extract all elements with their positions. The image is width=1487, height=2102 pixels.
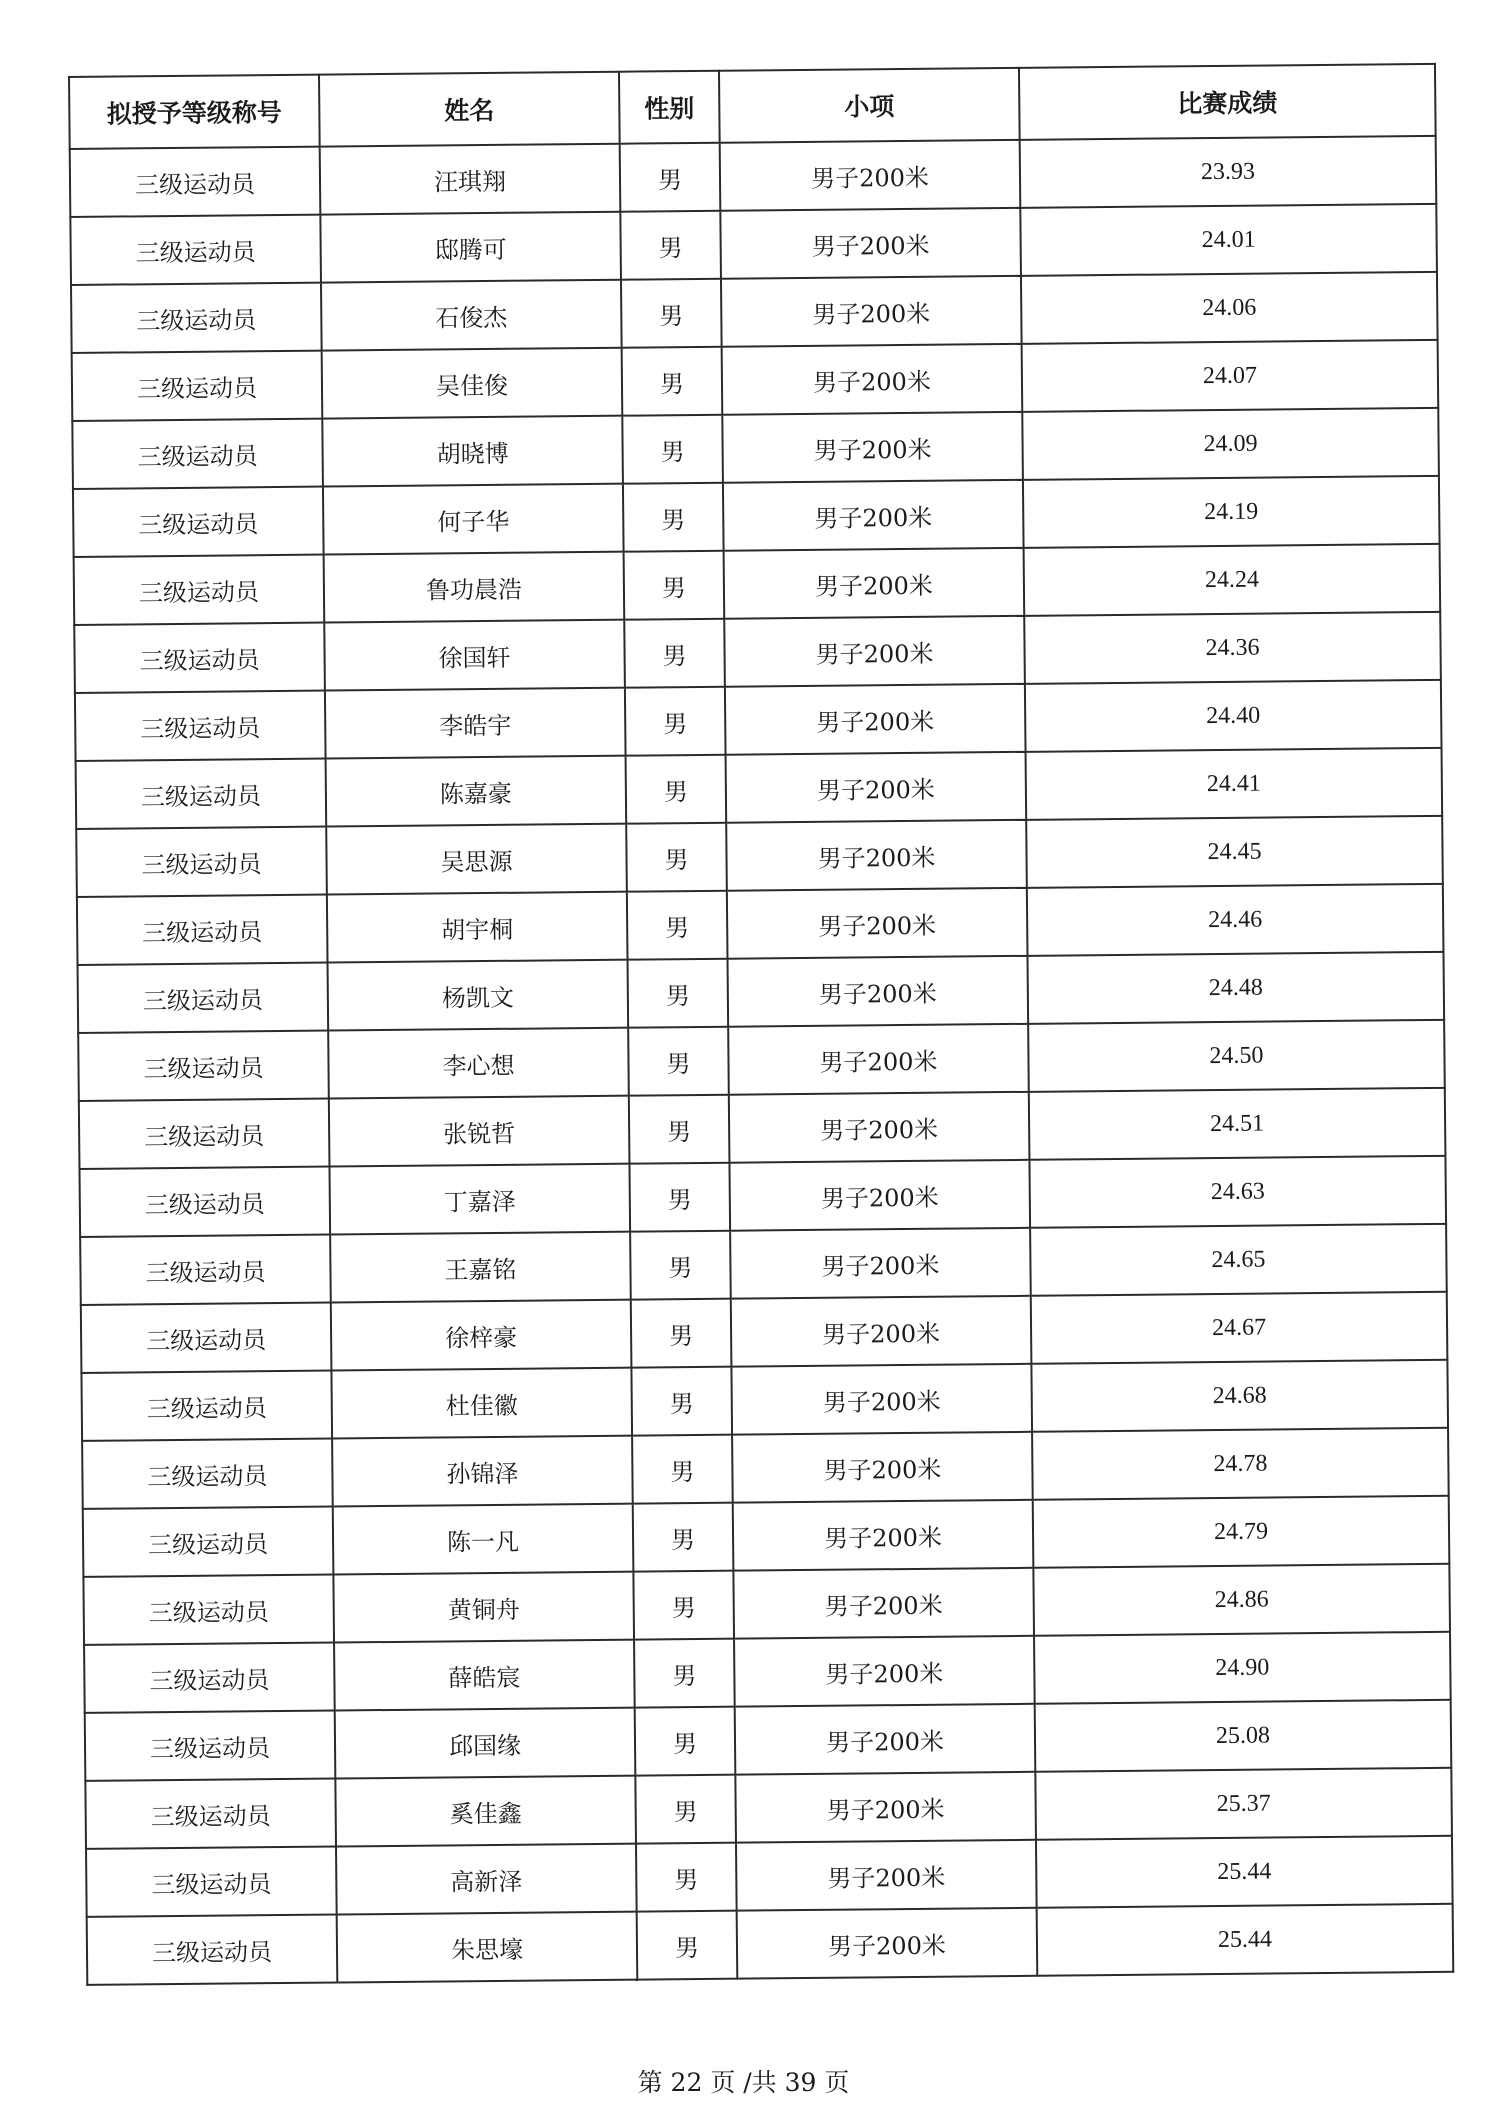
cell-event: 男子200米: [732, 1432, 1033, 1503]
cell-gender: 男: [631, 1299, 732, 1368]
cell-grade-title: 三级运动员: [84, 1643, 335, 1713]
table-row: [86, 1836, 1453, 1917]
cell-grade-title: 三级运动员: [85, 1711, 336, 1781]
cell-grade-title: 三级运动员: [70, 215, 321, 285]
cell-result: 24.90: [1034, 1632, 1451, 1704]
table-row: [85, 1700, 1452, 1781]
cell-result: 24.19: [1023, 476, 1440, 548]
cell-event: 男子200米: [731, 1296, 1032, 1367]
table-row: [79, 1088, 1446, 1169]
cell-event: 男子200米: [733, 1568, 1034, 1639]
cell-event: 男子200米: [724, 616, 1025, 687]
cell-event: 男子200米: [735, 1772, 1036, 1843]
cell-event: 男子200米: [734, 1636, 1035, 1707]
cell-result: 24.86: [1033, 1564, 1450, 1636]
cell-name: 吴思源: [326, 824, 627, 895]
header-event: 小项: [719, 68, 1020, 143]
cell-event: 男子200米: [724, 548, 1025, 619]
cell-gender: 男: [624, 619, 725, 688]
table-row: [83, 1496, 1450, 1577]
cell-grade-title: 三级运动员: [85, 1779, 336, 1849]
cell-grade-title: 三级运动员: [74, 555, 325, 625]
cell-result: 24.40: [1025, 680, 1442, 752]
cell-result: 24.41: [1026, 748, 1443, 820]
table-row: [70, 204, 1437, 285]
cell-gender: 男: [620, 143, 721, 212]
cell-grade-title: 三级运动员: [73, 487, 324, 557]
table-row: [81, 1292, 1448, 1373]
table-row: [79, 1156, 1446, 1237]
cell-gender: 男: [635, 1775, 736, 1844]
table-row: [74, 612, 1441, 693]
cell-result: 24.07: [1022, 340, 1439, 412]
cell-gender: 男: [627, 891, 728, 960]
cell-event: 男子200米: [726, 820, 1027, 891]
table-row: [83, 1564, 1450, 1645]
cell-name: 陈一凡: [333, 1504, 634, 1575]
cell-gender: 男: [629, 1095, 730, 1164]
cell-result: 24.51: [1029, 1088, 1446, 1160]
cell-result: 25.44: [1037, 1904, 1454, 1976]
cell-gender: 男: [621, 279, 722, 348]
cell-name: 孙锦泽: [332, 1436, 633, 1507]
cell-grade-title: 三级运动员: [72, 351, 323, 421]
cell-name: 胡晓博: [322, 416, 623, 487]
cell-event: 男子200米: [722, 344, 1023, 415]
table-row: [73, 476, 1440, 557]
page-number: 第 22 页 /共 39 页: [637, 2068, 850, 2097]
table-row: [76, 748, 1443, 829]
table-row: [78, 952, 1445, 1033]
cell-event: 男子200米: [726, 752, 1027, 823]
cell-result: 24.50: [1028, 1020, 1445, 1092]
cell-grade-title: 三级运动员: [74, 623, 325, 693]
cell-event: 男子200米: [728, 956, 1029, 1027]
cell-grade-title: 三级运动员: [86, 1847, 337, 1917]
cell-result: 24.65: [1030, 1224, 1447, 1296]
cell-gender: 男: [626, 823, 727, 892]
table-row: [75, 680, 1442, 761]
table-row: [84, 1632, 1451, 1713]
cell-result: 24.01: [1020, 204, 1437, 276]
cell-event: 男子200米: [737, 1908, 1038, 1979]
cell-name: 陈嘉豪: [326, 756, 627, 827]
table-row: [74, 544, 1441, 625]
cell-result: 25.08: [1035, 1700, 1452, 1772]
header-gender: 性别: [619, 71, 720, 144]
cell-grade-title: 三级运动员: [71, 283, 322, 353]
cell-grade-title: 三级运动员: [70, 147, 321, 217]
cell-name: 朱思壕: [337, 1912, 638, 1983]
cell-gender: 男: [628, 959, 729, 1028]
cell-event: 男子200米: [720, 140, 1021, 211]
cell-name: 张锐哲: [329, 1096, 630, 1167]
table-row: [82, 1428, 1449, 1509]
cell-gender: 男: [629, 1163, 730, 1232]
table-row: [87, 1904, 1454, 1985]
cell-gender: 男: [630, 1231, 731, 1300]
cell-event: 男子200米: [723, 480, 1024, 551]
cell-grade-title: 三级运动员: [77, 895, 328, 965]
cell-event: 男子200米: [721, 276, 1022, 347]
cell-gender: 男: [636, 1843, 737, 1912]
cell-name: 邸腾可: [320, 212, 621, 283]
cell-name: 鲁功晨浩: [324, 552, 625, 623]
cell-gender: 男: [637, 1911, 738, 1980]
header-result: 比赛成绩: [1019, 64, 1436, 140]
table-row: [72, 340, 1439, 421]
table-row: [85, 1768, 1452, 1849]
cell-result: 24.09: [1022, 408, 1439, 480]
cell-result: 25.37: [1035, 1768, 1452, 1840]
table-row: [70, 136, 1437, 217]
cell-grade-title: 三级运动员: [81, 1303, 332, 1373]
cell-event: 男子200米: [729, 1092, 1030, 1163]
table-body: [70, 136, 1454, 1985]
header-name: 姓名: [319, 72, 620, 147]
cell-result: 24.68: [1031, 1360, 1448, 1432]
cell-name: 高新泽: [336, 1844, 637, 1915]
cell-gender: 男: [626, 755, 727, 824]
cell-result: 24.63: [1029, 1156, 1446, 1228]
cell-gender: 男: [624, 551, 725, 620]
cell-result: 24.78: [1032, 1428, 1449, 1500]
table-row: [80, 1224, 1447, 1305]
cell-name: 李心想: [328, 1028, 629, 1099]
cell-grade-title: 三级运动员: [79, 1167, 330, 1237]
cell-gender: 男: [622, 347, 723, 416]
cell-result: 24.06: [1021, 272, 1438, 344]
table-row: [77, 884, 1444, 965]
cell-event: 男子200米: [730, 1228, 1031, 1299]
cell-grade-title: 三级运动员: [72, 419, 323, 489]
cell-name: 胡宇桐: [327, 892, 628, 963]
cell-result: 24.79: [1033, 1496, 1450, 1568]
cell-event: 男子200米: [735, 1704, 1036, 1775]
cell-grade-title: 三级运动员: [78, 1031, 329, 1101]
cell-event: 男子200米: [733, 1500, 1034, 1571]
cell-name: 徐国轩: [324, 620, 625, 691]
cell-gender: 男: [634, 1639, 735, 1708]
cell-result: 24.48: [1027, 952, 1444, 1024]
cell-grade-title: 三级运动员: [83, 1575, 334, 1645]
cell-grade-title: 三级运动员: [76, 759, 327, 829]
cell-result: 24.36: [1024, 612, 1441, 684]
cell-result: 24.24: [1024, 544, 1441, 616]
cell-name: 薛皓宸: [334, 1640, 635, 1711]
athlete-grade-table: [68, 63, 1454, 1986]
header-grade-title: 拟授予等级称号: [69, 75, 320, 149]
cell-name: 何子华: [323, 484, 624, 555]
cell-event: 男子200米: [728, 1024, 1029, 1095]
cell-name: 奚佳鑫: [335, 1776, 636, 1847]
cell-event: 男子200米: [725, 684, 1026, 755]
cell-gender: 男: [620, 211, 721, 280]
cell-event: 男子200米: [722, 412, 1023, 483]
cell-name: 丁嘉泽: [329, 1164, 630, 1235]
cell-gender: 男: [623, 483, 724, 552]
cell-name: 王嘉铭: [330, 1232, 631, 1303]
cell-gender: 男: [628, 1027, 729, 1096]
cell-grade-title: 三级运动员: [82, 1439, 333, 1509]
cell-grade-title: 三级运动员: [76, 827, 327, 897]
cell-event: 男子200米: [720, 208, 1021, 279]
cell-name: 黄铜舟: [333, 1572, 634, 1643]
table-row: [76, 816, 1443, 897]
cell-grade-title: 三级运动员: [75, 691, 326, 761]
cell-result: 24.67: [1031, 1292, 1448, 1364]
cell-event: 男子200米: [736, 1840, 1037, 1911]
cell-result: 24.46: [1027, 884, 1444, 956]
table-row: [71, 272, 1438, 353]
cell-name: 李皓宇: [325, 688, 626, 759]
cell-event: 男子200米: [731, 1364, 1032, 1435]
cell-name: 徐梓豪: [331, 1300, 632, 1371]
cell-grade-title: 三级运动员: [78, 963, 329, 1033]
cell-event: 男子200米: [727, 888, 1028, 959]
cell-grade-title: 三级运动员: [80, 1235, 331, 1305]
cell-name: 汪琪翔: [320, 144, 621, 215]
table-row: [78, 1020, 1445, 1101]
cell-result: 24.45: [1026, 816, 1443, 888]
cell-gender: 男: [635, 1707, 736, 1776]
cell-name: 石俊杰: [321, 280, 622, 351]
cell-gender: 男: [633, 1571, 734, 1640]
cell-grade-title: 三级运动员: [79, 1099, 330, 1169]
cell-result: 23.93: [1020, 136, 1437, 208]
cell-grade-title: 三级运动员: [81, 1371, 332, 1441]
cell-name: 吴佳俊: [322, 348, 623, 419]
cell-event: 男子200米: [729, 1160, 1030, 1231]
cell-grade-title: 三级运动员: [83, 1507, 334, 1577]
cell-gender: 男: [633, 1503, 734, 1572]
cell-gender: 男: [631, 1367, 732, 1436]
table-row: [81, 1360, 1448, 1441]
cell-name: 邱国缘: [335, 1708, 636, 1779]
table-header-row: [69, 64, 1436, 149]
table-row: [72, 408, 1439, 489]
cell-gender: 男: [632, 1435, 733, 1504]
cell-gender: 男: [622, 415, 723, 484]
cell-gender: 男: [625, 687, 726, 756]
cell-grade-title: 三级运动员: [87, 1915, 338, 1985]
cell-name: 杨凯文: [328, 960, 629, 1031]
cell-name: 杜佳徽: [331, 1368, 632, 1439]
cell-result: 25.44: [1036, 1836, 1453, 1908]
